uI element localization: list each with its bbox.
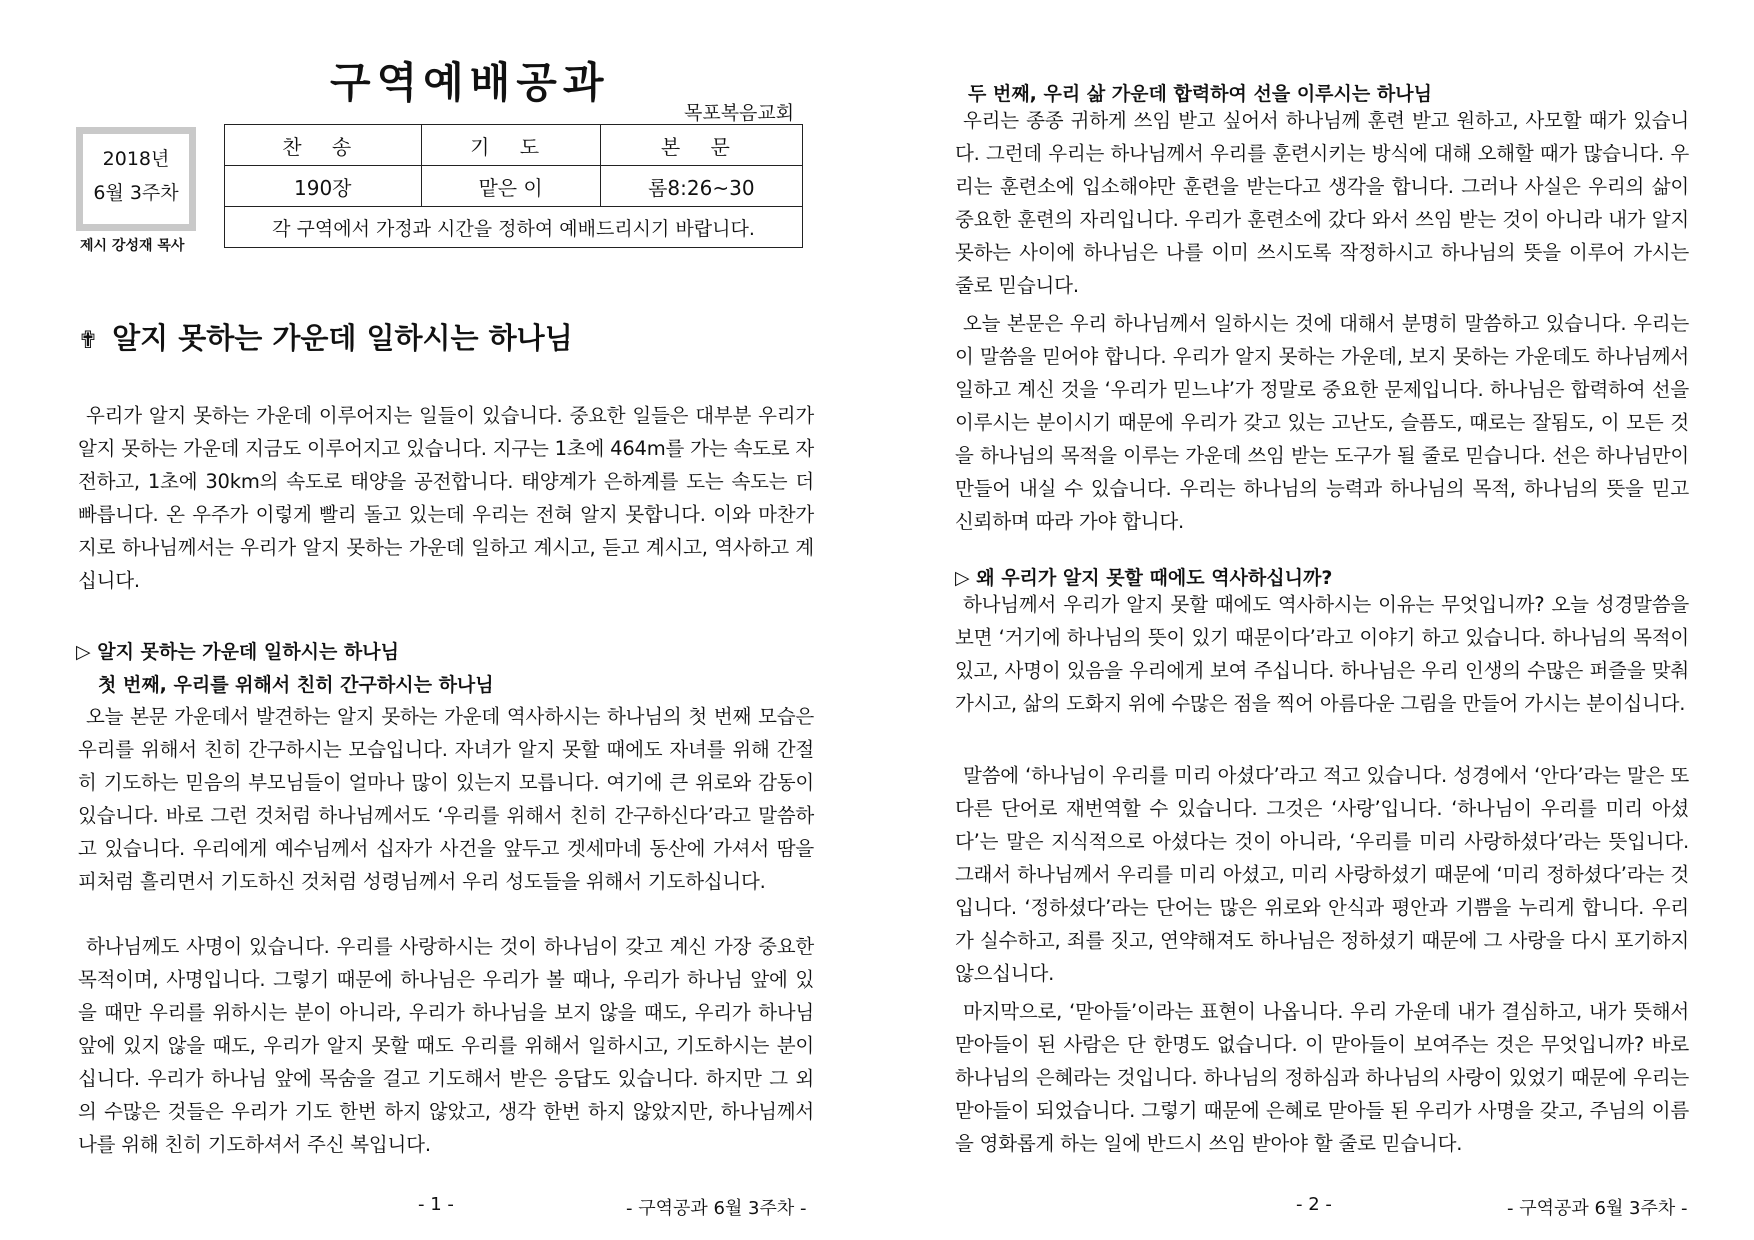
- church-name: 목포복음교회: [684, 102, 795, 124]
- table-value-prayer: 맡은 이: [421, 166, 600, 207]
- right-paragraph-5: [955, 995, 1689, 1160]
- page-number-2: - 2 -: [1296, 1194, 1332, 1215]
- footer-left: - 구역공과 6월 3주차 -: [626, 1198, 807, 1219]
- date-year: 2018년: [102, 148, 170, 170]
- right-para2-text: 오늘 본문은 우리 하나님께서 일하시는 것에 대해서 분명히 말씀하고 있습니다. 우리는 이 말씀을 믿어야 합니다. 우리가 알지 못하는 가운데, 보지 못하는 가운데도 하나님께서 일하고 계신 것을 ‘우리가 믿느냐’가 정말로 중요한 문제입니다. 하나님은 합력하여 선을 이루시는 분이시기 때문에 우리가 갖고 있는 고난도, 슬픔도, 때로는 잘됨도, 이 모든 것을 하나님의 목적을 이루는 가운데 쓰임 받는 도구가 될 줄로 믿습니다. 선은 하나님만이 만들어 내실 수 있습니다. 우리는 하나님의 능력과 하나님의 목적, 하나님의 뜻을 믿고 신뢰하며 따라 가야 합니다.: [955, 312, 1689, 533]
- right-para3-text: 하나님께서 우리가 알지 못할 때에도 역사하시는 이유는 무엇입니까? 오늘 성경말씀을 보면 ‘거기에 하나님의 뜻이 있기 때문이다’라고 이야기 하고 있습니다. 하나님의 목적이 있고, 사명이 있음을 우리에게 보여 주십니다. 하나님은 우리 인생의 수많은 퍼즐을 맞춰 가시고, 삶의 도화지 위에 수많은 점을 찍어 아름다운 그림을 만들어 가시는 분이십니다.: [955, 593, 1689, 715]
- right-para4-text: 말씀에 ‘하나님이 우리를 미리 아셨다’라고 적고 있습니다. 성경에서 ‘안다’라는 말은 또 다른 단어로 재번역할 수 있습니다. 그것은 ‘사랑’입니다. ‘하나님이 우리를 미리 아셨다’는 말은 지식적으로 아셨다는 것이 아니라, ‘우리를 미리 사랑하셨다’라는 뜻입니다. 그래서 하나님께서 우리를 미리 아셨고, 미리 사랑하셨기 때문에 ‘미리 정하셨다’라는 것입니다. ‘정하셨다’라는 단어는 많은 위로와 안식과 평안과 기쁨을 누리게 합니다. 우리가 실수하고, 죄를 짓고, 연약해져도 하나님은 정하셨기 때문에 그 사랑을 다시 포기하지 않으십니다.: [955, 764, 1689, 985]
- intro-text: 우리가 알지 못하는 가운데 이루어지는 일들이 있습니다. 중요한 일들은 대부분 우리가 알지 못하는 가운데 지금도 이루어지고 있습니다. 지구는 1초에 464m를 가는 속도로 자전하고, 1초에 30km의 속도로 태양을 공전합니다. 태양계가 은하계를 도는 속도는 더 빠릅니다. 온 우주가 이렇게 빨리 돌고 있는데 우리는 전혀 알지 못합니다. 이와 마찬가지로 하나님께서는 우리가 알지 못하는 가운데 일하고 계시고, 듣고 계시고, 역사하고 계십니다.: [78, 404, 814, 592]
- page-number-1: - 1 -: [418, 1194, 454, 1215]
- document-title: 구역예배공과: [330, 58, 610, 107]
- intro-paragraph: [78, 399, 814, 597]
- right-para5-text: 마지막으로, ‘맏아들’이라는 표현이 나옵니다. 우리 가운데 내가 결심하고, 내가 뜻해서 맏아들이 된 사람은 단 한명도 없습니다. 이 맏아들이 보여주는 것은 무엇입니까? 바로 하나님의 은혜라는 것입니다. 하나님의 정하심과 하나님의 사랑이 있었기 때문에 우리는 맏아들이 되었습니다. 그렇기 때문에 은혜로 맏아들 된 우리가 사명을 갖고, 주님의 이름을 영화롭게 하는 일에 반드시 쓰임 받아야 할 줄로 믿습니다.: [955, 1000, 1689, 1155]
- section-subtitle-2: 두 번째, 우리 삶 가운데 합력하여 선을 이루시는 하나님: [968, 83, 1432, 105]
- left-para2-text: 하나님께도 사명이 있습니다. 우리를 사랑하시는 것이 하나님이 갖고 계신 가장 중요한 목적이며, 사명입니다. 그렇기 때문에 하나님은 우리가 볼 때나, 우리가 하나님 앞에 있을 때만 우리를 위하시는 분이 아니라, 우리가 하나님을 보지 않을 때도, 우리가 하나님 앞에 있지 않을 때도, 우리가 알지 못할 때도 우리를 위해서 일하시고, 기도하시는 분이십니다. 우리가 하나님 앞에 목숨을 걸고 기도해서 받은 응답도 있습니다. 하지만 그 외의 수많은 것들은 우리가 기도 한번 하지 않았고, 생각 한번 하지 않았지만, 하나님께서 나를 위해 친히 기도하셔서 주신 복입니다.: [78, 935, 814, 1156]
- preacher-label: 제시 강성재 목사: [80, 238, 185, 254]
- table-note: 각 구역에서 가정과 시간을 정하여 예배드리시기 바랍니다.: [225, 207, 803, 248]
- right-paragraph-1: [955, 104, 1689, 302]
- left-paragraph-2: [78, 930, 814, 1161]
- section-subtitle-1: 첫 번째, 우리를 위해서 친히 간구하시는 하나님: [98, 674, 494, 696]
- section-title-1: ▷ 알지 못하는 가운데 일하시는 하나님: [76, 641, 399, 663]
- table-header-scripture: 본 문: [600, 125, 802, 166]
- right-para1-text: 우리는 종종 귀하게 쓰임 받고 싶어서 하나님께 훈련 받고 원하고, 사모할 때가 있습니다. 그런데 우리는 하나님께서 우리를 훈련시키는 방식에 대해 오해할 때가 많습니다. 우리는 훈련소에 입소해야만 훈련을 받는다고 생각을 합니다. 그러나 사실은 우리의 삶이 중요한 훈련의 자리입니다. 우리가 훈련소에 갔다 와서 쓰임 받는 것이 아니라 내가 알지 못하는 사이에 하나님은 나를 이미 쓰시도록 작정하시고 하나님의 뜻을 이루어 가시는 줄로 믿습니다.: [955, 109, 1689, 297]
- main-heading-text: 알지 못하는 가운데 일하시는 하나님: [112, 321, 573, 355]
- date-box: [76, 127, 196, 231]
- main-heading: [78, 316, 573, 357]
- left-para1-text: 오늘 본문 가운데서 발견하는 알지 못하는 가운데 역사하시는 하나님의 첫 번째 모습은 우리를 위해서 친히 간구하시는 모습입니다. 자녀가 알지 못할 때에도 자녀를 위해 간절히 기도하는 믿음의 부모님들이 얼마나 많이 있는지 모릅니다. 여기에 큰 위로와 감동이 있습니다. 바로 그런 것처럼 하나님께서도 ‘우리를 위해서 친히 간구하신다’라고 말씀하고 있습니다. 우리에게 예수님께서 십자가 사건을 앞두고 겟세마네 동산에 가셔서 땀을 피처럼 흘리면서 기도하신 것처럼 성령님께서 우리 성도들을 위해서 기도하십니다.: [78, 705, 814, 893]
- right-paragraph-2: [955, 307, 1689, 538]
- table-header-hymn: 찬 송: [225, 125, 422, 166]
- section-title-2: ▷ 왜 우리가 알지 못할 때에도 역사하십니까?: [955, 567, 1333, 589]
- left-paragraph-1: [78, 700, 814, 898]
- right-paragraph-4: [955, 759, 1689, 990]
- table-value-hymn: 190장: [225, 166, 422, 207]
- table-value-scripture: 롬8:26~30: [600, 166, 802, 207]
- footer-right: - 구역공과 6월 3주차 -: [1507, 1198, 1688, 1219]
- date-week: 6월 3주차: [93, 182, 179, 204]
- page-right: [877, 0, 1754, 1240]
- worship-info-table: [224, 124, 803, 248]
- table-header-prayer: 기 도: [421, 125, 600, 166]
- cross-icon: ✟: [78, 326, 99, 354]
- right-paragraph-3: [955, 588, 1689, 720]
